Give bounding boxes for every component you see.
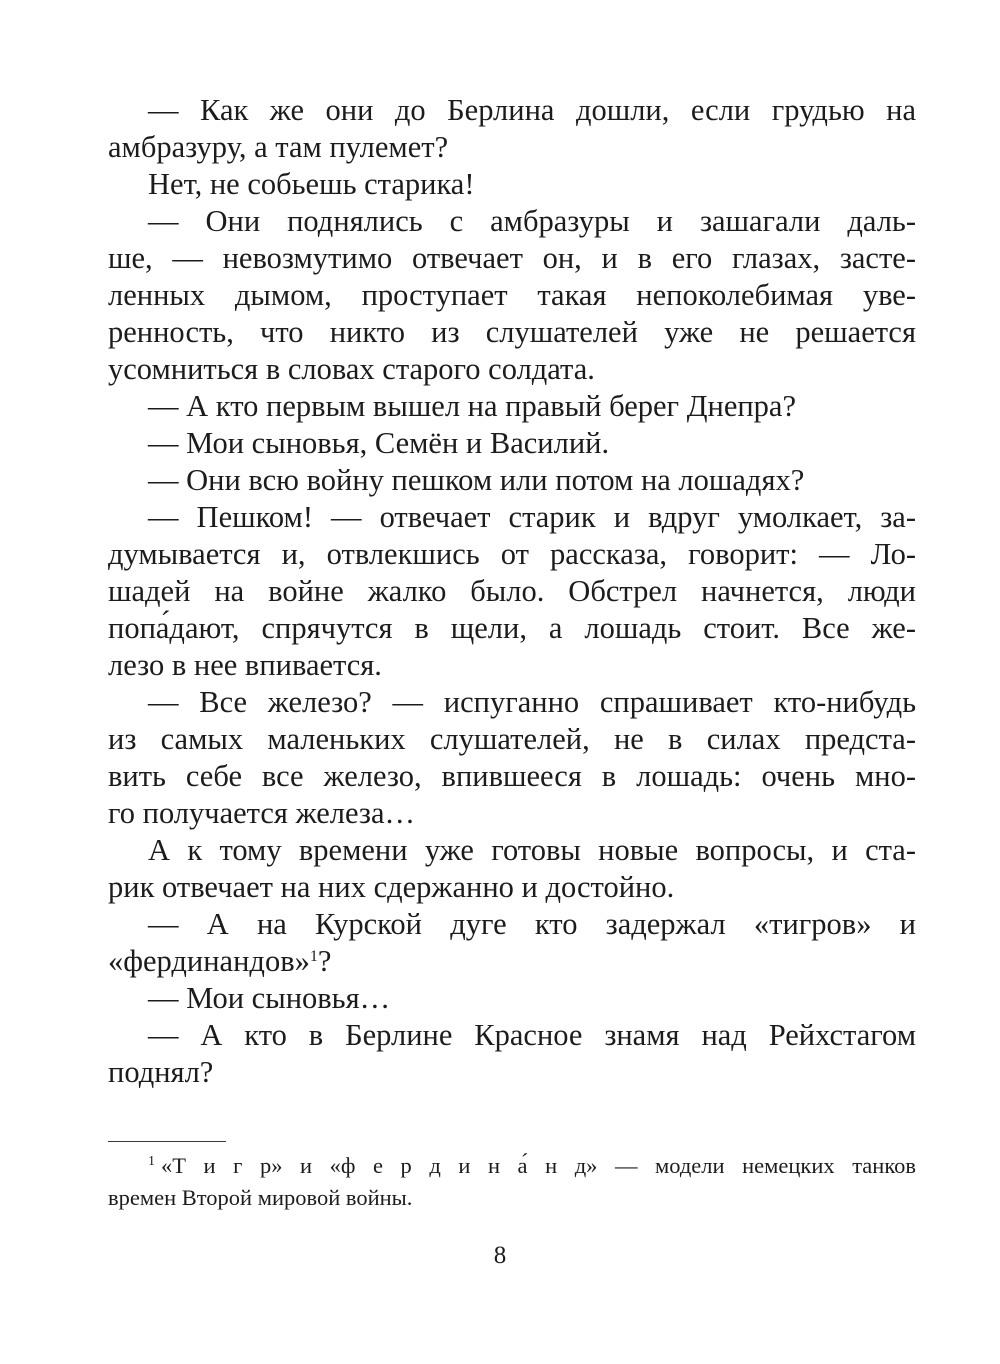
text-line: — Все железо? — испуганно спрашивает кто-нибудь	[148, 685, 916, 719]
footnote-divider	[108, 1141, 226, 1142]
text-line: рик отвечает на них сдержанно и достойно.	[108, 870, 675, 904]
text-line-tail: ?	[317, 944, 332, 978]
text-line: ренность, что никто из слушателей уже не решается	[108, 315, 916, 349]
text-line: «фердинандов»	[108, 944, 310, 978]
text-line-with-footnote-ref	[108, 943, 916, 980]
text-line: усомниться в словах старого солдата.	[108, 352, 595, 386]
text-line: — Они поднялись с амбразуры и зашагали даль-	[148, 204, 916, 238]
footnote-reference[interactable]: 1	[309, 948, 318, 965]
text-line: лезо в нее впивается.	[108, 648, 382, 682]
text-line: поднял?	[108, 1055, 214, 1089]
text-line: думывается и, отвлекшись от рассказа, говорит: — Ло-	[108, 537, 916, 571]
text-line: — Мои сыновья…	[148, 981, 391, 1015]
text-line: шадей на войне жалко было. Обстрел начнется, люди	[108, 574, 916, 608]
text-line: амбразуру, а там пулемет?	[108, 130, 449, 164]
text-line: — Они всю войну пешком или потом на лошадях?	[148, 463, 805, 497]
text-line: — А на Курской дуге кто задержал «тигров» и	[148, 907, 916, 941]
footnote-text: «Т и г р» и «ф е р д и н а́ н д» — модели немецких танков	[161, 1153, 916, 1178]
footnote-line: времен Второй мировой войны.	[108, 1185, 413, 1210]
page-number: 8	[493, 1242, 507, 1269]
text-line: го получается железа…	[108, 796, 415, 830]
text-line: из самых маленьких слушателей, не в силах предста-	[108, 722, 916, 756]
text-line: — Мои сыновья, Семён и Василий.	[148, 426, 610, 460]
text-line: — А кто первым вышел на правый берег Днепра?	[148, 389, 797, 423]
footnote	[108, 1150, 916, 1214]
text-line: — Как же они до Берлина дошли, если грудью на	[148, 93, 916, 127]
footnote-line	[108, 1150, 916, 1182]
text-line: ленных дымом, проступает такая непоколебимая уве-	[108, 278, 916, 312]
text-line: А к тому времени уже готовы новые вопросы, и ста-	[148, 833, 916, 867]
page-body	[108, 92, 916, 1091]
text-line: Нет, не собьешь старика!	[148, 167, 475, 201]
text-line: — А кто в Берлине Красное знамя над Рейхстагом	[148, 1018, 916, 1052]
text-line: попа́дают, спрячутся в щели, а лошадь стоит. Все же-	[108, 611, 916, 645]
text-line: — Пешком! — отвечает старик и вдруг умолкает, за-	[148, 500, 916, 534]
footnote-number: 1	[148, 1154, 155, 1169]
text-line: ше, — невозмутимо отвечает он, и в его глазах, засте-	[108, 241, 916, 275]
text-line: вить себе все железо, впившееся в лошадь: очень мно-	[108, 759, 916, 793]
